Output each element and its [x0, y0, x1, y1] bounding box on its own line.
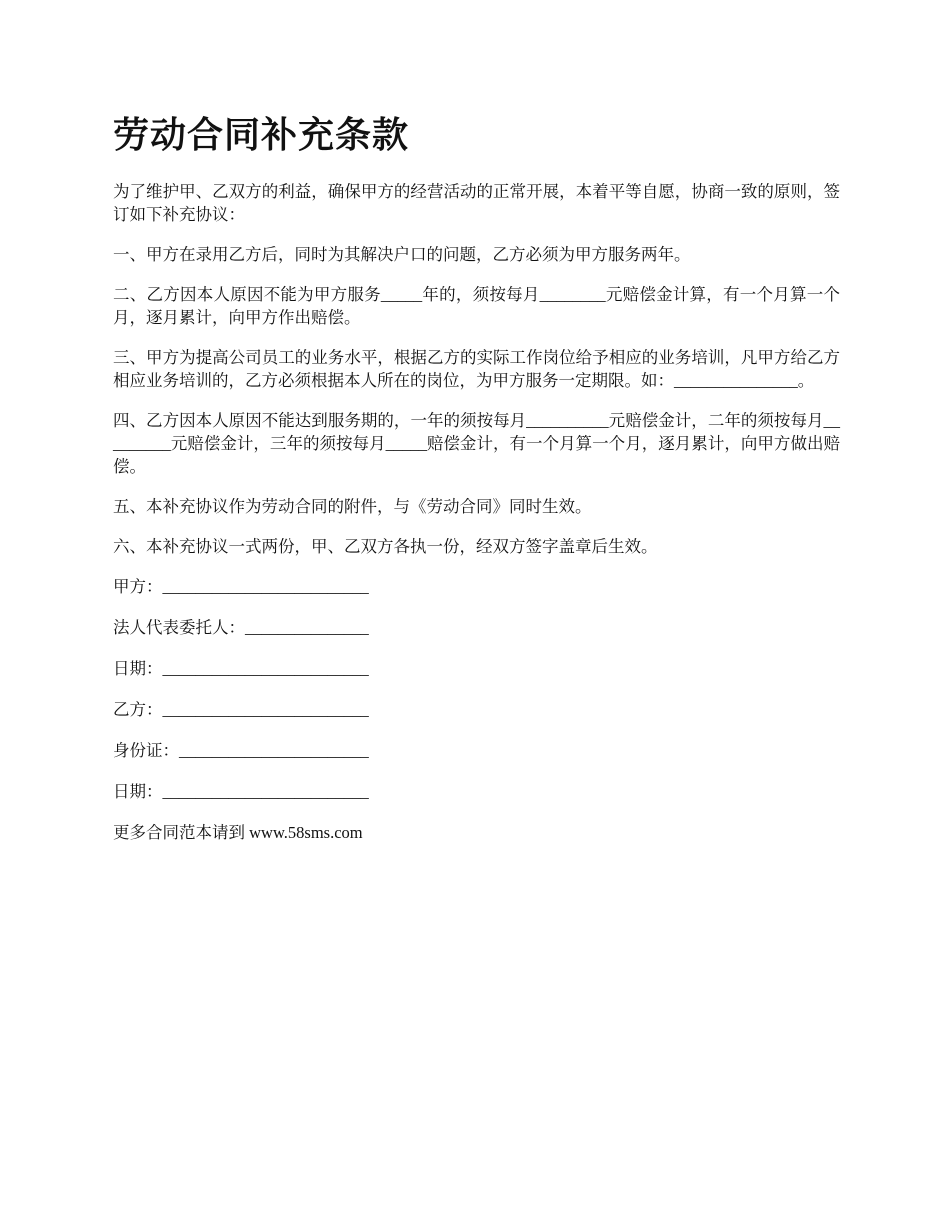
- party-a-signature-line: 甲方：_________________________: [113, 577, 369, 596]
- id-card-line: 身份证：_______________________: [113, 741, 369, 760]
- party-b-signature-line: 乙方：_________________________: [113, 700, 369, 719]
- document-page: [113, 110, 840, 844]
- document-title: 劳动合同补充条款: [113, 115, 410, 156]
- clause-1: 一、甲方在录用乙方后，同时为其解决户口的问题，乙方必须为甲方服务两年。: [113, 245, 691, 264]
- party-b-date-line: 日期：_________________________: [113, 782, 369, 801]
- clause-2: 二、乙方因本人原因不能为甲方服务_____年的，须按每月________元赔偿金计算，有一个月算一个月，逐月累计，向甲方作出赔偿。: [113, 285, 840, 327]
- clause-5: 五、本补充协议作为劳动合同的附件，与《劳动合同》同时生效。: [113, 497, 592, 516]
- clause-3: 三、甲方为提高公司员工的业务水平，根据乙方的实际工作岗位给予相应的业务培训，凡甲方给乙方相应业务培训的，乙方必须根据本人所在的岗位，为甲方服务一定期限。如：_______________。: [113, 348, 840, 390]
- footer-note: 更多合同范本请到 www.58sms.com: [113, 823, 363, 842]
- intro-paragraph: 为了维护甲、乙双方的利益，确保甲方的经营活动的正常开展，本着平等自愿，协商一致的原则，签订如下补充协议：: [113, 182, 840, 224]
- legal-representative-signature-line: 法人代表委托人：_______________: [113, 618, 369, 637]
- party-a-date-line: 日期：_________________________: [113, 659, 369, 678]
- clause-6: 六、本补充协议一式两份，甲、乙双方各执一份，经双方签字盖章后生效。: [113, 537, 658, 556]
- clause-4: 四、乙方因本人原因不能达到服务期的，一年的须按每月__________元赔偿金计，二年的须按每月_________元赔偿金计，三年的须按每月_____赔偿金计，有一个月算一个月，逐月累计，向甲方做出赔偿。: [113, 411, 840, 476]
